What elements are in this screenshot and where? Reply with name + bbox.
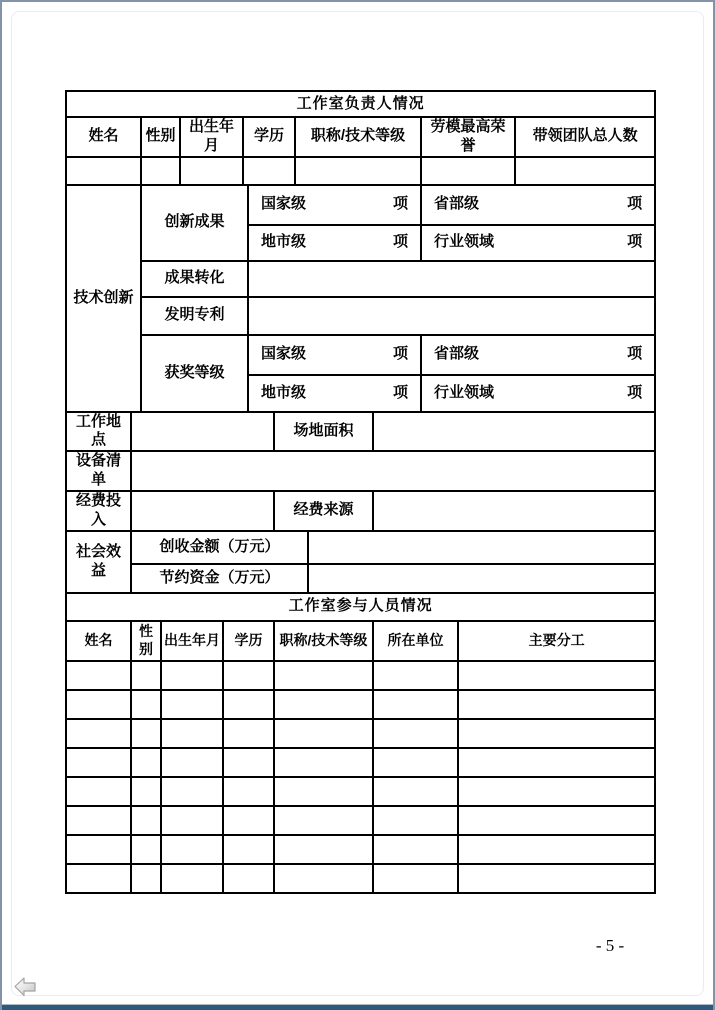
- page-number: - 5 -: [595, 936, 625, 955]
- t2-row-cell[interactable]: [223, 690, 274, 719]
- funding-input[interactable]: [131, 491, 274, 531]
- t2-row-cell[interactable]: [131, 690, 161, 719]
- t2-row-cell[interactable]: [373, 748, 458, 777]
- t1-input-birth[interactable]: [180, 157, 243, 185]
- t2-header-role: 主要分工: [458, 621, 655, 661]
- unit-label: 项: [392, 383, 408, 401]
- t2-row-cell[interactable]: [274, 864, 373, 893]
- t2-row-cell[interactable]: [161, 777, 223, 806]
- t2-row-cell[interactable]: [131, 748, 161, 777]
- tech-patent-label: 发明专利: [141, 297, 248, 335]
- tech-transform-input[interactable]: [248, 261, 655, 297]
- t2-row-cell[interactable]: [458, 661, 655, 690]
- t2-row-cell[interactable]: [458, 864, 655, 893]
- unit-label: 项: [392, 345, 408, 363]
- t2-row-cell[interactable]: [161, 661, 223, 690]
- t2-row-cell[interactable]: [373, 690, 458, 719]
- t2-row-cell[interactable]: [131, 864, 161, 893]
- t2-row-cell[interactable]: [131, 719, 161, 748]
- t2-row-cell[interactable]: [274, 835, 373, 864]
- t2-row-cell[interactable]: [373, 864, 458, 893]
- t2-row-cell[interactable]: [458, 748, 655, 777]
- t1-input-gender[interactable]: [141, 157, 180, 185]
- tech-innovation-label: 创新成果: [141, 185, 248, 261]
- t2-row-cell[interactable]: [458, 719, 655, 748]
- t2-row-cell[interactable]: [161, 748, 223, 777]
- t2-row-cell[interactable]: [223, 835, 274, 864]
- tech-transform-label: 成果转化: [141, 261, 248, 297]
- unit-label: 项: [627, 345, 643, 363]
- t1-header-education: 学历: [243, 117, 295, 157]
- t2-row-cell[interactable]: [66, 806, 131, 835]
- workshop-form-table: [65, 90, 656, 894]
- area-input[interactable]: [373, 412, 655, 452]
- t2-row-cell[interactable]: [66, 777, 131, 806]
- t2-row-cell[interactable]: [458, 806, 655, 835]
- t2-row-cell[interactable]: [274, 748, 373, 777]
- t1-input-honor[interactable]: [421, 157, 515, 185]
- t1-input-name[interactable]: [66, 157, 141, 185]
- award-industry-cell[interactable]: [421, 375, 655, 412]
- t2-row-cell[interactable]: [373, 806, 458, 835]
- page-bottom-edge: [2, 1004, 713, 1010]
- level-industry-label: 行业领域: [434, 233, 495, 251]
- t2-row-cell[interactable]: [161, 719, 223, 748]
- t2-row-cell[interactable]: [223, 661, 274, 690]
- t2-row-cell[interactable]: [373, 835, 458, 864]
- t2-header-unit: 所在单位: [373, 621, 458, 661]
- t2-row-cell[interactable]: [274, 806, 373, 835]
- location-input[interactable]: [131, 412, 274, 452]
- t2-row-cell[interactable]: [223, 777, 274, 806]
- unit-label: 项: [392, 195, 408, 213]
- level-city-label: 地市级: [261, 383, 307, 401]
- tech-award-label: 获奖等级: [141, 335, 248, 412]
- t1-header-gender: 性别: [141, 117, 180, 157]
- t2-row-cell[interactable]: [161, 690, 223, 719]
- t2-row-cell[interactable]: [66, 748, 131, 777]
- area-label: 场地面积: [274, 412, 373, 452]
- t2-header-education: 学历: [223, 621, 274, 661]
- t1-header-teamsize: 带领团队总人数: [515, 117, 655, 157]
- t2-row-cell[interactable]: [458, 835, 655, 864]
- benefit-revenue-label: 创收金额（万元）: [131, 531, 308, 564]
- level-national-label: 国家级: [261, 345, 307, 363]
- t2-row-cell[interactable]: [274, 777, 373, 806]
- t1-input-teamsize[interactable]: [515, 157, 655, 185]
- t2-row-cell[interactable]: [66, 835, 131, 864]
- benefit-savings-input[interactable]: [308, 564, 655, 593]
- award-city-cell[interactable]: [248, 375, 421, 412]
- t2-header-gender: 性别: [131, 621, 161, 661]
- t1-input-education[interactable]: [243, 157, 295, 185]
- t2-row-cell[interactable]: [66, 661, 131, 690]
- award-provincial-cell[interactable]: [421, 335, 655, 375]
- t2-row-cell[interactable]: [131, 661, 161, 690]
- level-city-label: 地市级: [261, 233, 307, 251]
- benefit-savings-label: 节约资金（万元）: [131, 564, 308, 593]
- tech-section-label: 技术创新: [66, 185, 141, 412]
- t2-header-name: 姓名: [66, 621, 131, 661]
- t2-row-cell[interactable]: [274, 661, 373, 690]
- t2-row-cell[interactable]: [373, 661, 458, 690]
- t1-header-name: 姓名: [66, 117, 141, 157]
- equipment-label: 设备清单: [66, 451, 131, 491]
- unit-label: 项: [627, 195, 643, 213]
- innovation-national-cell[interactable]: [248, 185, 421, 225]
- back-arrow-icon[interactable]: [13, 976, 37, 998]
- innovation-industry-cell[interactable]: [421, 225, 655, 261]
- t2-header-birth: 出生年月: [161, 621, 223, 661]
- unit-label: 项: [627, 233, 643, 251]
- unit-label: 项: [627, 383, 643, 401]
- t1-header-honor: 劳模最高荣誉: [421, 117, 515, 157]
- unit-label: 项: [392, 233, 408, 251]
- t2-row-cell[interactable]: [274, 719, 373, 748]
- location-label: 工作地点: [66, 412, 131, 452]
- t2-row-cell[interactable]: [66, 864, 131, 893]
- benefit-section-label: 社会效益: [66, 531, 131, 593]
- tech-patent-input[interactable]: [248, 297, 655, 335]
- t2-row-cell[interactable]: [223, 806, 274, 835]
- t2-row-cell[interactable]: [131, 806, 161, 835]
- t2-header-title: 职称/技术等级: [274, 621, 373, 661]
- t2-row-cell[interactable]: [223, 864, 274, 893]
- benefit-revenue-input[interactable]: [308, 531, 655, 564]
- level-provincial-label: 省部级: [434, 195, 480, 213]
- funding-source-input[interactable]: [373, 491, 655, 531]
- funding-label: 经费投入: [66, 491, 131, 531]
- t2-row-cell[interactable]: [161, 835, 223, 864]
- level-national-label: 国家级: [261, 195, 307, 213]
- t1-header-birth: 出生年月: [180, 117, 243, 157]
- funding-source-label: 经费来源: [274, 491, 373, 531]
- t1-header-title: 职称/技术等级: [295, 117, 421, 157]
- t2-row-cell[interactable]: [131, 777, 161, 806]
- t1-input-title[interactable]: [295, 157, 421, 185]
- t2-row-cell[interactable]: [223, 748, 274, 777]
- t2-row-cell[interactable]: [458, 777, 655, 806]
- award-national-cell[interactable]: [248, 335, 421, 375]
- innovation-provincial-cell[interactable]: [421, 185, 655, 225]
- t2-row-cell[interactable]: [373, 777, 458, 806]
- section2-title: 工作室参与人员情况: [66, 593, 655, 621]
- t2-row-cell[interactable]: [274, 690, 373, 719]
- t2-row-cell[interactable]: [161, 864, 223, 893]
- t2-row-cell[interactable]: [223, 719, 274, 748]
- equipment-input[interactable]: [131, 451, 655, 491]
- section1-title: 工作室负责人情况: [66, 91, 655, 117]
- innovation-city-cell[interactable]: [248, 225, 421, 261]
- t2-row-cell[interactable]: [66, 690, 131, 719]
- t2-row-cell[interactable]: [458, 690, 655, 719]
- t2-row-cell[interactable]: [131, 835, 161, 864]
- level-provincial-label: 省部级: [434, 345, 480, 363]
- t2-row-cell[interactable]: [373, 719, 458, 748]
- t2-row-cell[interactable]: [161, 806, 223, 835]
- t2-row-cell[interactable]: [66, 719, 131, 748]
- level-industry-label: 行业领域: [434, 383, 495, 401]
